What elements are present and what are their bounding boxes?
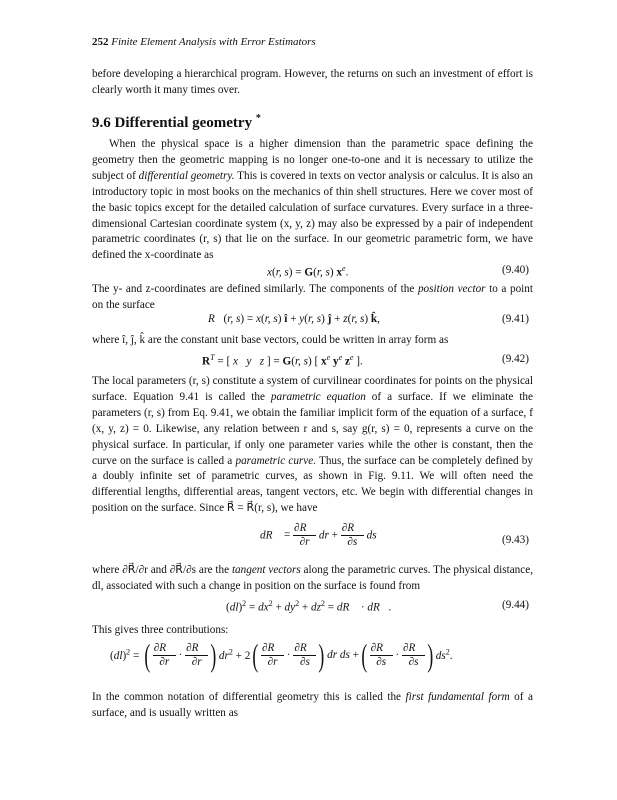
paragraph-5: where ∂R⃗/∂r and ∂R⃗/∂s are the tangent vectors along the parametric curves. The physical distance, dl, associated with such a change in position on the surface is found from: [92, 564, 533, 592]
equation-label: (9.43): [501, 534, 529, 546]
equation-label: (9.40): [501, 264, 529, 276]
equation-label: (9.41): [501, 313, 529, 325]
paragraph-1: When the physical space is a higher dimension than the parametric space defining the geometry then the geometric mapping is no longer one-to-one and it is necessary to utilize the subject of differential geometry. This is covered in texts on vector analysis or calculus. It is also an introductory topic in most books on the mechanics of thin shell structures. Here we cover most of the basic topics except for the detailed calculation of surface curvatures. Every surface in a three-dimensional Cartesian coordinate system (x, y, z) may also be expressed by a pair of independent parametric coordinates (r, s) that lie on the surface. In our geometric parametric form, we have defined the x-coordinate as: [92, 138, 534, 262]
equation-9-43: dR⃗ = $\frac{\partial R⃗}{\partial r}$ dr + $\frac{\partial R⃗}{\partial s}$ ds (9.43): [260, 522, 529, 548]
section-title: Differential geometry: [114, 115, 253, 131]
paragraph-2: The y- and z-coordinates are defined similarly. The components of the position vector to a point on the surface: [92, 283, 533, 311]
intro-paragraph: before developing a hierarchical program. However, the returns on such an investment of effort is clearly worth it many times over.: [92, 68, 533, 96]
paragraph-6: This gives three contributions:: [92, 624, 229, 636]
running-header: [92, 36, 316, 48]
page-number: 252: [92, 36, 109, 48]
section-footnote-mark: *: [255, 113, 261, 124]
paragraph-4: The local parameters (r, s) constitute a system of curvilinear coordinates for points on the physical surface. Equation 9.41 is called the parametric equation of a surface. If we eliminate the parameters (r, s) from Eq. 9.41, we obtain the familiar implicit form of the equation of a surface, f (x, y, z) = 0. Likewise, any relation between r and s, say g(r, s) = 0, represents a curve on the physical surface. In particular, if only one parameter varies while the other is constant, then the curve on the surface is called a parametric curve. Thus, the surface can be completely defined by a doubly infinite set of parametric curves, as shown in Fig. 9.11. We will often need the differential lengths, differential areas, tangent vectors, etc. We begin with differential changes in position on the surface. Since R⃗ = R⃗(r, s), we have: [92, 375, 533, 515]
section-heading: [92, 113, 261, 132]
paragraph-7: In the common notation of differential geometry this is called the first fundamental form of a surface, and is usually written as: [92, 691, 533, 719]
section-number: 9.6: [92, 115, 111, 131]
running-title: Finite Element Analysis with Error Estimators: [111, 36, 316, 48]
equation-label: (9.44): [501, 599, 529, 611]
equation-label: (9.42): [501, 353, 529, 365]
equation-dl-squared: (dl)$^2$ = ( $\frac{\partial R⃗}{\partial r}$ · $\frac{\partial R⃗}{\partial r}$ ) $dr^2 + 2$( $\frac{\partial R⃗}{\partial r}$ · $\frac{\partial R⃗}{\partial s}$ ) dr ds +( $\frac{\partial R⃗}{\partial s}$ · $\frac{\partial R⃗}{\partial s}$ ) $ds^2$.: [110, 637, 453, 673]
paragraph-3: where î, ĵ, k̂ are the constant unit base vectors, could be written in array form as: [92, 334, 449, 346]
